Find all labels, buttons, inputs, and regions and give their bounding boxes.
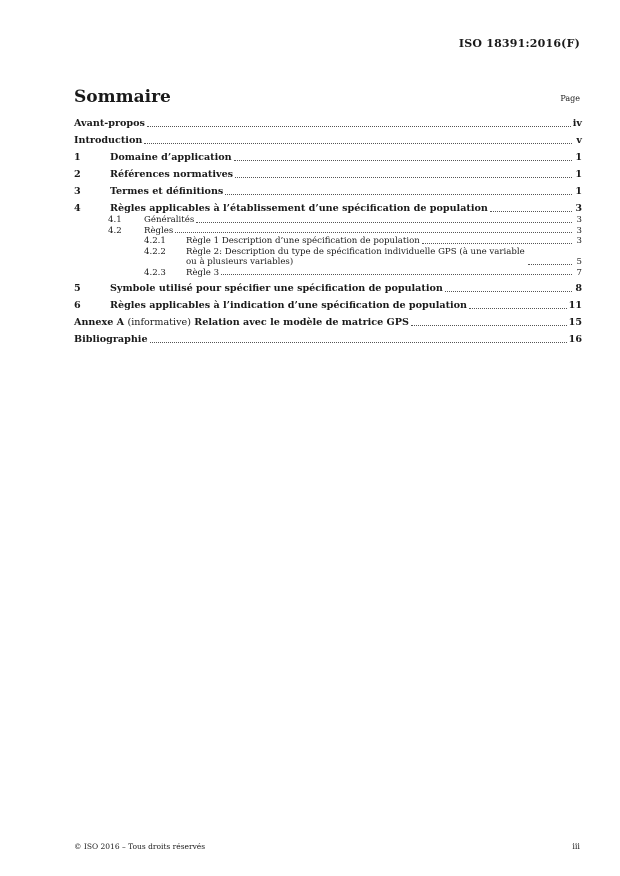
toc-entry-number: 4 bbox=[74, 203, 81, 214]
page-title: Sommaire bbox=[74, 87, 171, 107]
toc-entry-page: 1 bbox=[575, 169, 582, 180]
toc-entry-text: Généralités bbox=[144, 215, 195, 225]
toc-entry-text: Domaine d’application bbox=[110, 152, 232, 163]
toc-entry-number: 3 bbox=[74, 186, 81, 197]
toc-entry-text bbox=[74, 317, 409, 329]
toc-entry-text: Règles bbox=[144, 225, 174, 236]
toc-entry-page: v bbox=[576, 135, 582, 146]
toc-entry-number: 4.2.2 bbox=[144, 246, 166, 257]
toc-entry-6[interactable] bbox=[74, 300, 582, 312]
toc-entry-5[interactable] bbox=[74, 283, 582, 295]
footer-page-number: iii bbox=[572, 842, 580, 851]
toc-entry-page: 3 bbox=[576, 236, 582, 246]
toc-entry-text: Avant-propos bbox=[74, 118, 145, 129]
toc-entry-text: Règle 1 Description d’une spécification de population bbox=[186, 236, 420, 246]
toc-entry-page: 1 bbox=[575, 186, 582, 197]
toc-entry-4-2-1[interactable] bbox=[74, 236, 582, 247]
dot-leader bbox=[445, 291, 572, 292]
dot-leader bbox=[221, 274, 572, 275]
dot-leader bbox=[528, 264, 572, 265]
dot-leader bbox=[490, 211, 572, 212]
toc-entry-text: Bibliographie bbox=[74, 334, 148, 345]
dot-leader bbox=[150, 342, 567, 343]
toc-entry-text: Règle 3 bbox=[186, 267, 220, 278]
annex-prefix: Annexe A bbox=[74, 317, 125, 328]
toc-entry-bibliographie[interactable] bbox=[74, 334, 582, 346]
toc-entry-number: 4.1 bbox=[108, 215, 122, 225]
toc-entry-4[interactable] bbox=[74, 203, 582, 215]
toc-entry-page: 11 bbox=[568, 300, 582, 311]
toc-entry-page: 15 bbox=[568, 317, 582, 328]
toc-entry-number: 4.2 bbox=[108, 225, 122, 236]
toc-entry-page: 3 bbox=[576, 215, 582, 225]
table-of-contents bbox=[74, 118, 582, 346]
toc-entry-number: 5 bbox=[74, 283, 81, 294]
toc-entry-introduction[interactable] bbox=[74, 135, 582, 147]
dot-leader bbox=[144, 143, 572, 144]
toc-entry-page: 3 bbox=[576, 225, 582, 236]
toc-entry-page: 1 bbox=[575, 152, 582, 163]
dot-leader bbox=[147, 126, 571, 127]
toc-entry-page: 16 bbox=[568, 334, 582, 345]
toc-entry-3[interactable] bbox=[74, 186, 582, 198]
toc-entry-page: 7 bbox=[576, 267, 582, 278]
footer-copyright: © ISO 2016 – Tous droits réservés bbox=[74, 842, 206, 851]
toc-entry-4-2[interactable] bbox=[74, 226, 582, 237]
annex-title: Relation avec le modèle de matrice GPS bbox=[194, 317, 409, 328]
toc-entry-page: 3 bbox=[575, 203, 582, 214]
dot-leader bbox=[175, 232, 572, 233]
toc-entry-page: 5 bbox=[576, 257, 582, 267]
toc-entry-4-1[interactable] bbox=[74, 215, 582, 226]
toc-entry-number: 4.2.3 bbox=[144, 267, 166, 278]
toc-entry-number: 4.2.1 bbox=[144, 236, 166, 246]
toc-entry-text: Introduction bbox=[74, 135, 143, 146]
dot-leader bbox=[234, 160, 572, 161]
toc-entry-number: 2 bbox=[74, 169, 81, 180]
dot-leader bbox=[196, 222, 572, 223]
toc-entry-1[interactable] bbox=[74, 152, 582, 164]
toc-entry-page: 8 bbox=[575, 283, 582, 294]
toc-entry-annex-a[interactable] bbox=[74, 317, 582, 329]
toc-entry-4-2-3[interactable] bbox=[74, 268, 582, 279]
toc-entry-2[interactable] bbox=[74, 169, 582, 181]
annex-type: (informative) bbox=[127, 317, 191, 328]
toc-entry-number: 6 bbox=[74, 300, 81, 311]
toc-entry-text: Symbole utilisé pour spécifier une spécification de population bbox=[110, 283, 443, 294]
toc-entry-avant-propos[interactable] bbox=[74, 118, 582, 130]
toc-entry-text: Références normatives bbox=[110, 169, 234, 180]
toc-entry-text: Règle 2: Description du type de spécification individuelle GPS (à une variable ou à plusieurs variables) bbox=[186, 246, 525, 267]
toc-entry-4-2-2[interactable] bbox=[74, 247, 582, 268]
dot-leader bbox=[422, 243, 572, 244]
toc-entry-number: 1 bbox=[74, 152, 81, 163]
toc-entry-text: Règles applicables à l’établissement d’une spécification de population bbox=[110, 203, 488, 214]
toc-entry-page: iv bbox=[572, 118, 582, 129]
page-column-label: Page bbox=[560, 94, 580, 103]
dot-leader bbox=[469, 308, 567, 309]
toc-entry-text: Règles applicables à l’indication d’une spécification de population bbox=[110, 300, 468, 311]
toc-entry-text: Termes et définitions bbox=[110, 186, 224, 197]
dot-leader bbox=[411, 325, 567, 326]
dot-leader bbox=[225, 194, 572, 195]
dot-leader bbox=[235, 177, 572, 178]
document-id: ISO 18391:2016(F) bbox=[458, 37, 580, 50]
